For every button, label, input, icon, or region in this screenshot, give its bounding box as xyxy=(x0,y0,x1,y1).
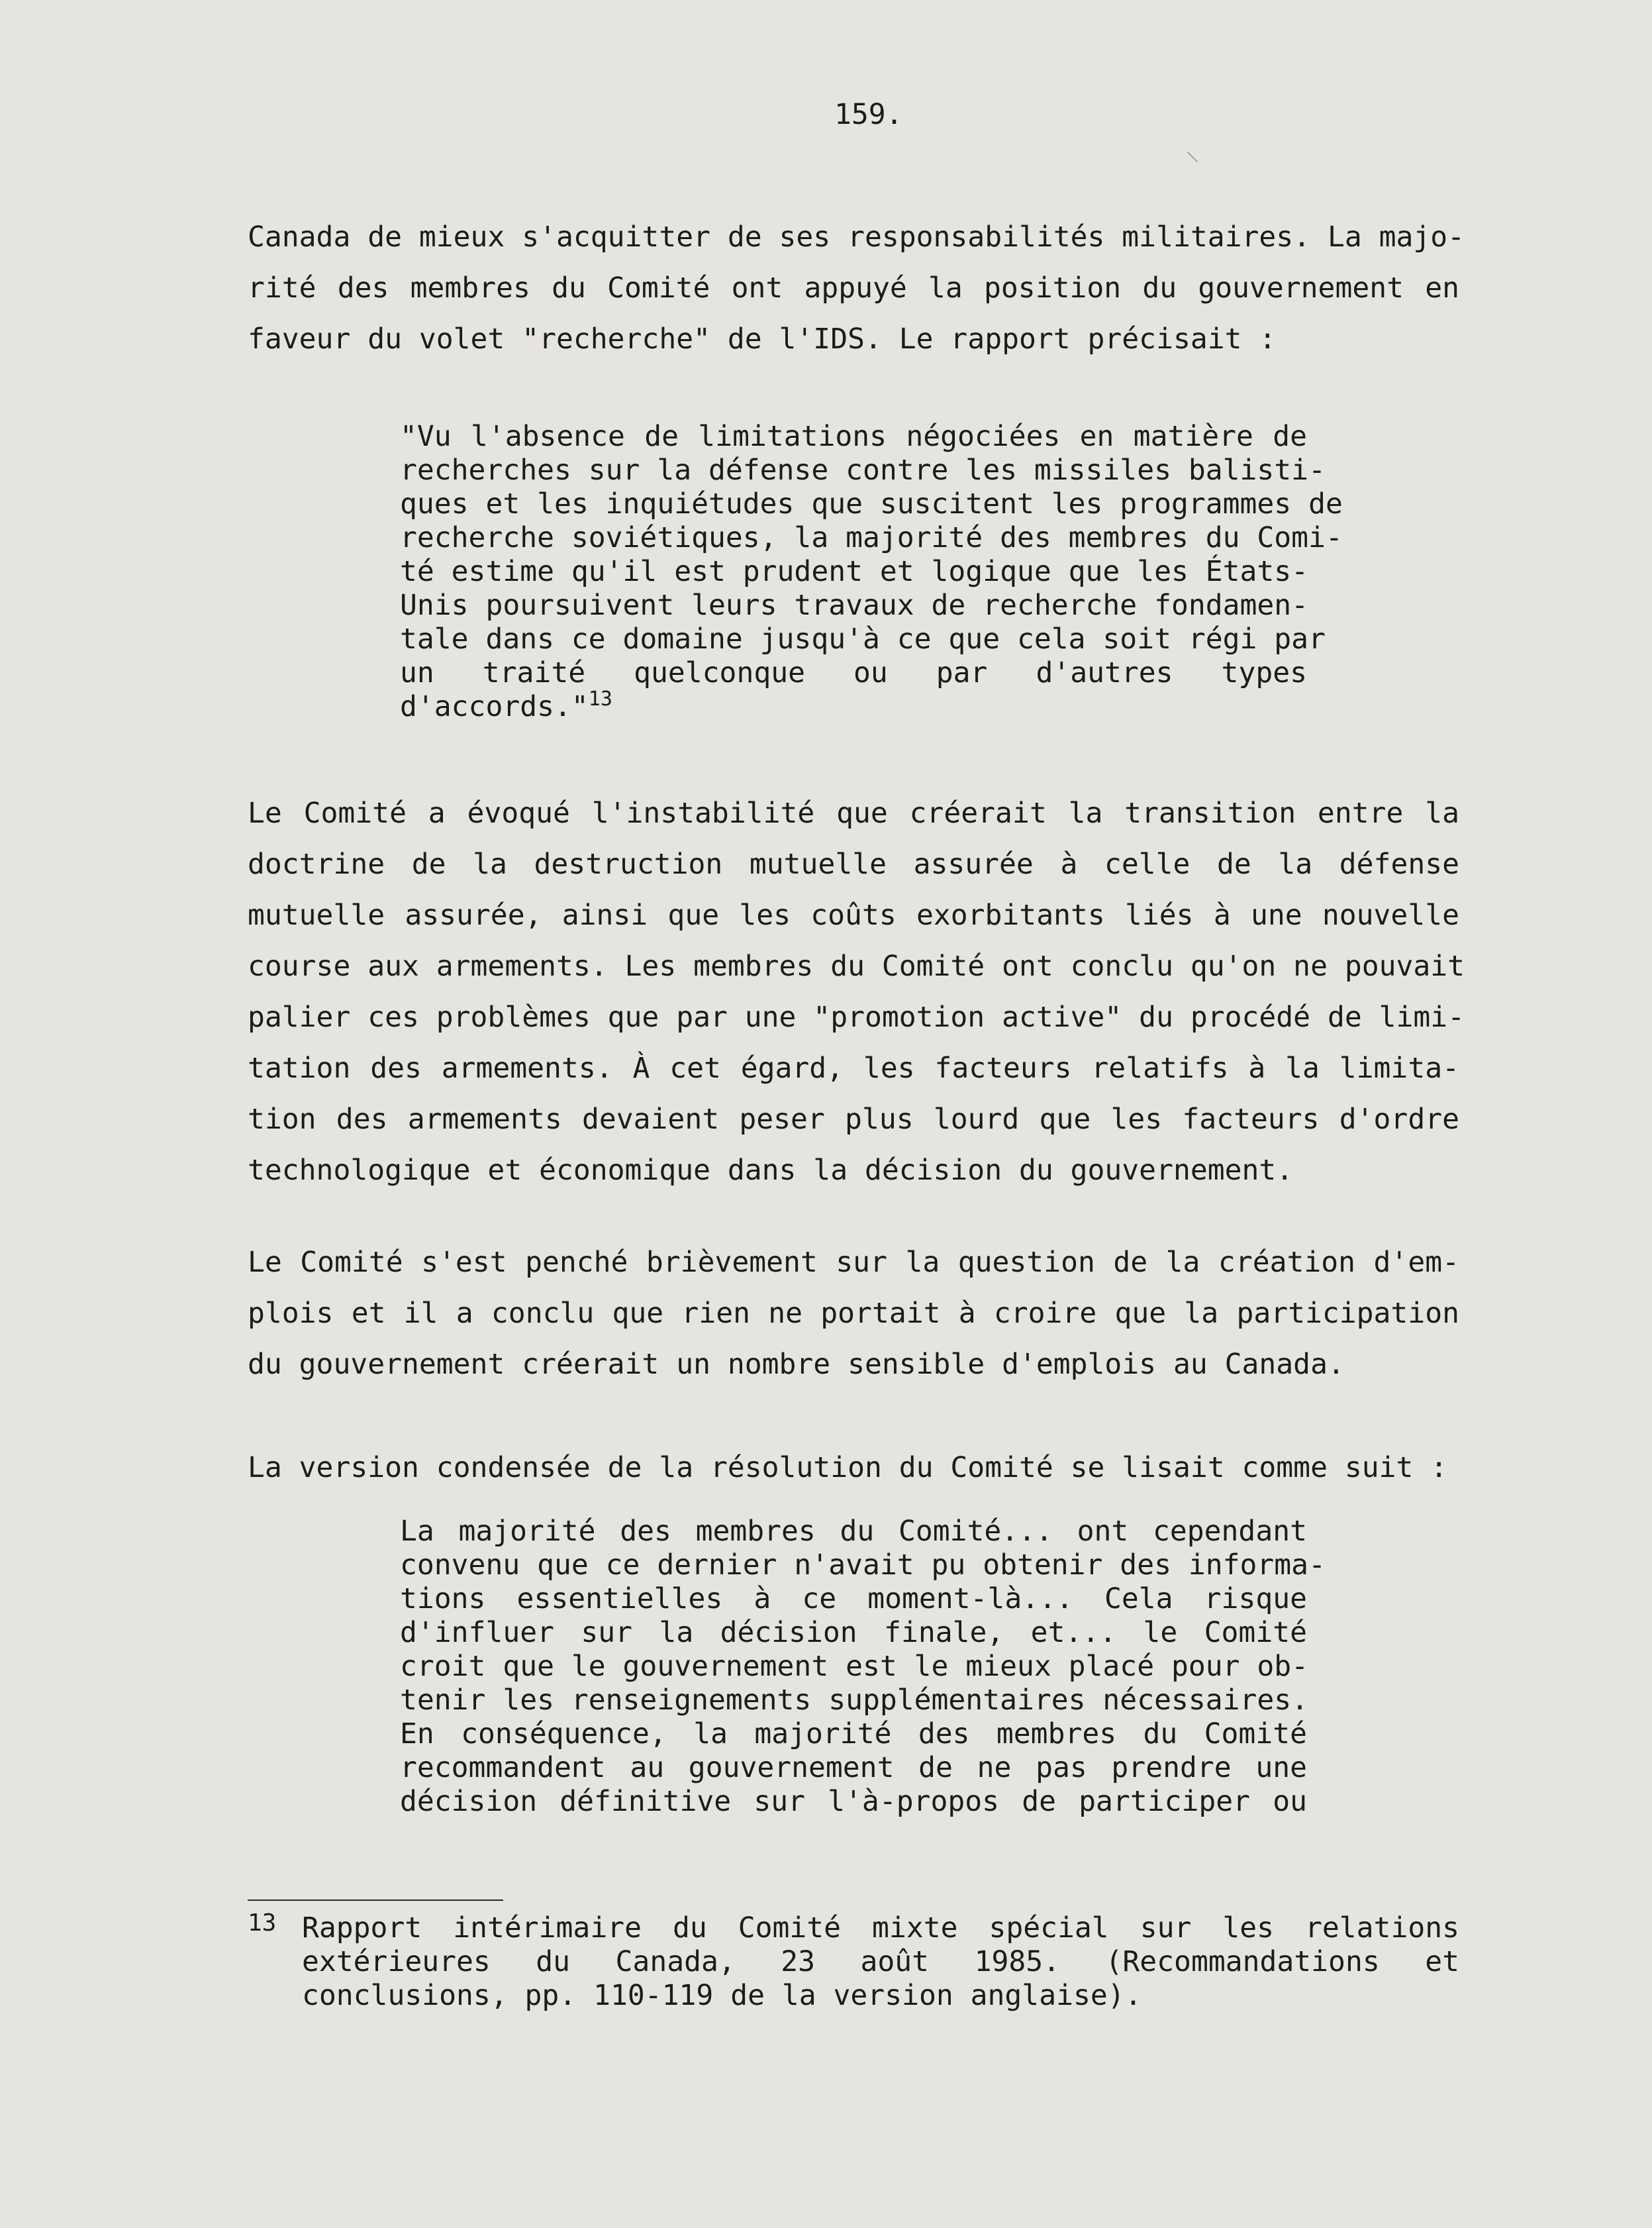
quote-line: ques et les inquiétudes que suscitent les programmes de xyxy=(400,487,1343,521)
paragraph-4 xyxy=(248,1443,1459,1494)
paragraph-3 xyxy=(248,1237,1459,1390)
quote-line: croit que le gouvernement est le mieux placé pour ob- xyxy=(400,1650,1309,1683)
page-number: 159. xyxy=(834,98,903,131)
quote-line: décision définitive sur l'à-propos de participer ou xyxy=(400,1785,1307,1818)
text-line: du gouvernement créerait un nombre sensible d'emplois au Canada. xyxy=(248,1348,1345,1381)
footnote-line: Rapport intérimaire du Comité mixte spécial sur les relations xyxy=(302,1911,1459,1945)
block-quote-2 xyxy=(400,1515,1326,1819)
quote-line: recommandent au gouvernement de ne pas prendre une xyxy=(400,1751,1307,1784)
quote-last-line xyxy=(400,687,1307,724)
text-line: tation des armements. À cet égard, les facteurs relatifs à la limita- xyxy=(248,1052,1459,1085)
footnote-text xyxy=(302,1911,1459,2013)
quote-line: "Vu l'absence de limitations négociées en matière de xyxy=(400,420,1307,453)
footnote-line: extérieures du Canada, 23 août 1985. (Recommandations et xyxy=(302,1945,1459,1978)
footnote-separator xyxy=(248,1899,503,1901)
text-line: Le Comité a évoqué l'instabilité que créerait la transition entre la xyxy=(248,797,1459,830)
text-line: rité des membres du Comité ont appuyé la position du gouvernement en xyxy=(248,272,1459,305)
quote-line: En conséquence, la majorité des membres du Comité xyxy=(400,1717,1307,1750)
text-line: tion des armements devaient peser plus lourd que les facteurs d'ordre xyxy=(248,1103,1459,1136)
text-line: plois et il a conclu que rien ne portait à croire que la participation xyxy=(248,1297,1459,1330)
footnote-line: conclusions, pp. 110-119 de la version anglaise). xyxy=(302,1979,1142,2012)
text-line: course aux armements. Les membres du Comité ont conclu qu'on ne pouvait xyxy=(248,950,1465,983)
quote-line: d'influer sur la décision finale, et... le Comité xyxy=(400,1616,1307,1649)
text-line: Canada de mieux s'acquitter de ses responsabilités militaires. La majo- xyxy=(248,221,1465,254)
quote-line: convenu que ce dernier n'avait pu obtenir des informa- xyxy=(400,1548,1326,1582)
quote-line: Unis poursuivent leurs travaux de recherche fondamen- xyxy=(400,589,1309,622)
paragraph-1 xyxy=(248,212,1465,365)
quote-line: tions essentielles à ce moment-là... Cela risque xyxy=(400,1582,1307,1615)
paragraph-2 xyxy=(248,788,1465,1196)
quote-line: un traité quelconque ou par d'autres types xyxy=(400,656,1307,689)
quote-line: tale dans ce domaine jusqu'à ce que cela soit régi par xyxy=(400,623,1326,656)
quote-line: tenir les renseignements supplémentaires nécessaires. xyxy=(400,1684,1309,1717)
footnote-number: 13 xyxy=(248,1909,277,1937)
text-line: faveur du volet "recherche" de l'IDS. Le rapport précisait : xyxy=(248,323,1277,356)
quote-line: d'accords." xyxy=(400,690,589,723)
stray-pen-mark xyxy=(1187,152,1198,163)
text-line: Le Comité s'est penché brièvement sur la question de la création d'em- xyxy=(248,1246,1459,1279)
text-line: mutuelle assurée, ainsi que les coûts exorbitants liés à une nouvelle xyxy=(248,899,1459,932)
footnote-reference: 13 xyxy=(588,687,612,711)
block-quote-1 xyxy=(400,420,1343,724)
quote-line: recherches sur la défense contre les missiles balisti- xyxy=(400,454,1326,487)
text-line: doctrine de la destruction mutuelle assurée à celle de la défense xyxy=(248,848,1459,881)
quote-line: té estime qu'il est prudent et logique que les États- xyxy=(400,555,1309,588)
text-line: technologique et économique dans la décision du gouvernement. xyxy=(248,1154,1294,1187)
text-line: palier ces problèmes que par une "promotion active" du procédé de limi- xyxy=(248,1001,1465,1034)
text-line: La version condensée de la résolution du Comité se lisait comme suit : xyxy=(248,1451,1448,1484)
quote-line: La majorité des membres du Comité... ont cependant xyxy=(400,1515,1307,1548)
quote-line: recherche soviétiques, la majorité des membres du Comi- xyxy=(400,521,1343,554)
